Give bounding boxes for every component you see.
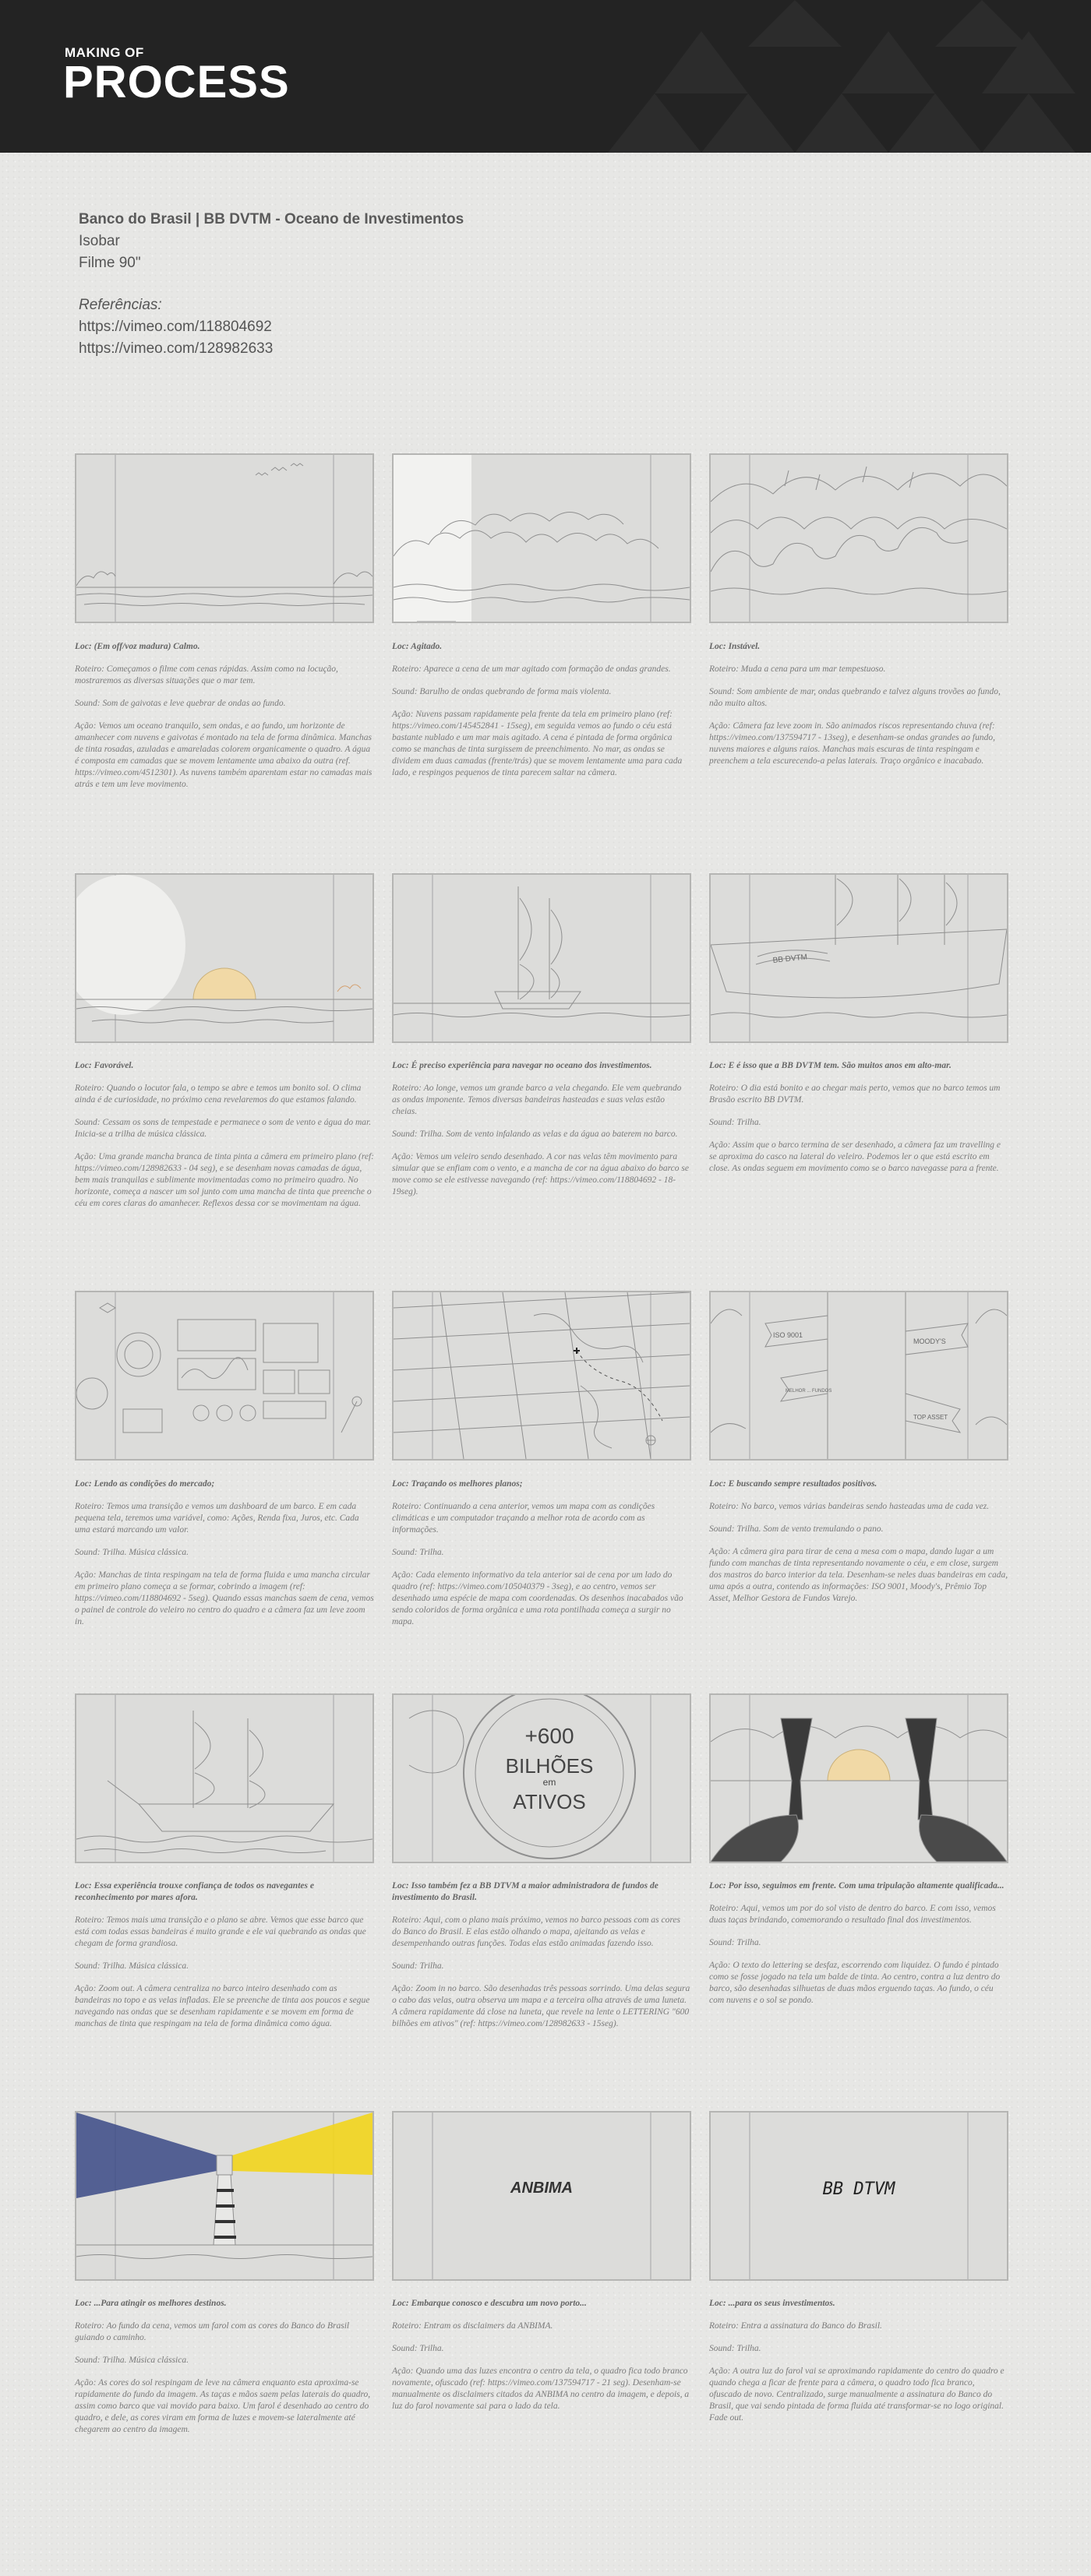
header-kicker: MAKING OF	[65, 45, 144, 60]
flag-moodys-label: MOODY'S	[913, 1337, 946, 1345]
storyboard-frame-calm	[75, 453, 374, 623]
lettering-600: +600	[524, 1724, 574, 1748]
storyboard-frame-unstable	[709, 453, 1008, 623]
storyboard-frame-favorable	[75, 873, 374, 1043]
frame-text-8: Loc: Traçando os melhores planos; Roteiro: Continuando a cena anterior, vemos um mapa com as condições climáticas e um computador traçando a melhor rota de acordo com as informações. Sound: Trilha. Ação: Cada elemento informativo da tela anterior sai de cena por um lado do quadro (ref: https://vimeo.com/105040379 - 3seg), e ao centro, vemos ser desenhado uma espécie de mapa com coordenadas. Os desenhos inacabados vão sendo coloridos de forma orgânica e uma rota pontilhada começa a surgir no mapa.	[392, 1479, 683, 1626]
storyboard-frame-lighthouse	[75, 2111, 374, 2281]
frame-text-1: Loc: (Em off/voz madura) Calmo. Roteiro: Começamos o filme com cenas rápidas. Assim como na locução, mostraremos as diversas situações que o mar tem. Sound: Som de gaivotas e leve quebrar de ondas ao fundo. Ação: Vemos um oceano tranquilo, sem ondas, e ao fundo, um horizonte de amanhecer com nuvens e gaivotas é montado na tela de forma dinâmica. Manchas de tinta rosadas, azuladas e amareladas colorem organicamente o quadro. A água é composta em camadas que se movem lentamente uma abaixo da outra (ref. https://vimeo.com/4512301). As nuvens também aparentam estar no camadas mais atrás e tem um leve movimento.	[75, 642, 372, 789]
frame-text-4: Loc: Favorável. Roteiro: Quando o locutor fala, o tempo se abre e temos um bonito sol. O clima ainda é de curiosidade, no próximo cena revelaremos do que estamos falando. Sound: Cessam os sons de tempestade e permanece o som de vento e água do mar. Inicia-se a trilha de música clássica. Ação: Uma grande mancha branca de tinta pinta a câmera em primeiro plano (ref: https://vimeo.com/128982633 - 04 seg), e se desenham novas camadas de água, bem mais tranquilas e sublimente movimentadas como no primeiro quadro. No horizonte, começa a nascer um sol junto com uma mancha de tinta que preenche o céu em cores claras do amanhecer. Reflexos dessa cor se movimentam na água.	[75, 1061, 375, 1208]
frame-text-2: Loc: Agitado. Roteiro: Aparece a cena de um mar agitado com formação de ondas grandes. Sound: Barulho de ondas quebrando de forma mais violenta. Ação: Nuvens passam rapidamente pela frente da tela em primeiro plano (ref: https://vimeo.com/145452841 - 15seg), em seguida vemos ao fundo o céu está bastante nublado e um mar mais agitado. A cena é pintada de forma orgânica como se manchas de tinta surgissem de preenchimento. No mar, as ondas se dividem em duas camadas (frente/trás) que se movem lentamente uma para cada lado, e respingos pequenos de tinta parecem saltar na câmera.	[392, 642, 683, 777]
storyboard-frame-map	[392, 1291, 691, 1461]
storyboard-frame-toast	[709, 1693, 1008, 1863]
storyboard-frame-sailboat	[392, 873, 691, 1043]
frame-text-13: Loc: ...Para atingir os melhores destinos. Roteiro: Ao fundo da cena, vemos um farol com as cores do Banco do Brasil guiando o caminho. Sound: Trilha. Música clássica. Ação: As cores do sol respingam de leve na câmera enquanto esta aproxima-se rapidamente do fundo da imagem. As taças e mãos saem pelas laterais do quadro, assim como barco que vai movido para baixo. Um farol é desenhado ao centro do quadro, e dele, as cores viram em forma de luzes e movem-se lateralmente até chegarem ao centro da imagem.	[75, 2299, 371, 2434]
project-info	[79, 209, 702, 360]
frame-text-5: Loc: É preciso experiência para navegar no oceano dos investimentos. Roteiro: Ao longe, vemos um grande barco a vela chegando. Ele vem quebrando as ondas imponente. Temos diversas bandeiras hasteadas e suas velas estão cheias. Sound: Trilha. Som de vento infalando as velas e da água ao baterem no barco. Ação: Vemos um veleiro sendo desenhado. A cor nas velas têm movimento para simular que se enfiam com o vento, e a mancha de cor na água abaixo do barco se move como se ele estivesse navegando (ref: https://vimeo.com/118804692 - 18-19seg).	[392, 1061, 689, 1196]
storyboard-frame-agitated	[392, 453, 691, 623]
agency-name: Isobar	[79, 233, 120, 249]
bb-dtvm-signature: BB DTVM	[822, 2180, 895, 2199]
reference-link[interactable]: https://vimeo.com/118804692	[79, 319, 272, 335]
reference-link[interactable]: https://vimeo.com/128982633	[79, 340, 274, 357]
storyboard-frame-flags	[709, 1291, 1008, 1461]
frame-text-3: Loc: Instável. Roteiro: Muda a cena para um mar tempestuoso. Sound: Som ambiente de mar, ondas quebrando e talvez alguns trovões ao fundo, não muito altos. Ação: Câmera faz leve zoom in. São animados riscos representando chuva (ref: https://vimeo.com/137594717 - 13seg), e desenham-se ondas grandes ao fundo, nuvens maiores e alguns raios. Manchas mais escuras de tinta respingam e preenchem a tela escurecendo-a pelas laterais. Traço orgânico e inacabado.	[709, 642, 1001, 766]
frame-text-15: Loc: ...para os seus investimentos. Roteiro: Entra a assinatura do Banco do Brasil. Sound: Trilha. Ação: A outra luz do farol vai se aproximando rapidamente do centro do quadro e quando chega a ficar de frente para a câmera, o quadro todo fica branco, ofuscado de novo. Centralizado, surge manualmente a assinatura do Banco do Brasil, que vai sendo pintada de forma fluida até transformar-se no logo original. Fade out.	[709, 2299, 1004, 2423]
header-title: PROCESS	[63, 57, 290, 107]
storyboard-frame-hull-closeup	[709, 873, 1008, 1043]
frame-text-14: Loc: Embarque conosco e descubra um novo porto... Roteiro: Entram os disclaimers da ANBIMA. Sound: Trilha. Ação: Quando uma das luzes encontra o centro da tela, o quadro fica todo branco novamente, ofuscado (ref: https://vimeo.com/137594717 - 21 seg). Desenham-se manualmente os disclaimers citados da ANBIMA no centro da imagem, e depois, a luz do farol novamente sai para o lado da tela.	[392, 2299, 690, 2411]
lettering-bilhoes: BILHÕES	[505, 1754, 594, 1778]
frame-text-12: Loc: Por isso, seguimos em frente. Com uma tripulação altamente qualificada... Roteiro: Aqui, vemos um por do sol visto de dentro do barco. E com isso, vemos duas taças brindando, comemorando o resultado final dos investimentos. Sound: Trilha. Ação: O texto do lettering se desfaz, escorrendo com liquidez. O fundo é pintado como se fosse jogado na tela um balde de tinta. Ao centro, contra a luz dentro do barco, são desenhadas silhuetas de duas mãos erguendo taças. Ao fundo, o céu com nuvens e o sol se pondo.	[709, 1881, 1004, 2005]
flag-iso-label: ISO 9001	[773, 1331, 803, 1339]
frame-text-7: Loc: Lendo as condições do mercado; Roteiro: Temos uma transição e vemos um dashboard de um barco. E em cada pequena tela, teremos uma variável, como: Ações, Renda fixa, Juros, etc. Cada uma estará marcando um valor. Sound: Trilha. Música clássica. Ação: Manchas de tinta respingam na tela de forma fluida e uma mancha circular em primeiro plano começa a se formar, cobrindo a imagem (ref: https://vimeo.com/118804692 - 5seg). Quando essas manchas saem de cena, vemos o painel de controle do veleiro no centro do quadro e a câmera faz um leve zoom in.	[75, 1479, 374, 1626]
frame-text-6: Loc: E é isso que a BB DVTM tem. São muitos anos em alto-mar. Roteiro: O dia está bonito e ao chegar mais perto, vemos que no barco temos um Brasão escrito BB DVTM. Sound: Trilha. Ação: Assim que o barco termina de ser desenhado, a câmera faz um travelling e se aproxima do casco na lateral do veleiro. Podemos ler o que está escrito em close. As ondas seguem em movimento como se o barco navegasse para a frente.	[709, 1061, 1001, 1173]
flag-melhor-label: MELHOR ... FUNDOS	[786, 1389, 832, 1394]
flag-top-asset-label: TOP ASSET	[913, 1414, 948, 1421]
film-duration: Filme 90"	[79, 255, 141, 271]
frame-text-11: Loc: Isso também fez a BB DTVM a maior administradora de fundos de investimento do Brasil. Roteiro: Aqui, com o plano mais próximo, vemos no barco pessoas com as cores do Banco do Brasil. E elas estão olhando o mapa, ajeitando as velas e desempenhando outras funções. Todas elas estão animadas fazendo isso. Sound: Trilha. Ação: Zoom in no barco. São desenhadas três pessoas sorrindo. Uma delas segura o cabo das velas, outra observa um mapa e a terceira olha através de uma luneta. A câmera rapidamente dá close na luneta, que revele na lente o LETTERING "600 bilhões em ativos" (ref: https://vimeo.com/128982633 - 15seg).	[392, 1881, 690, 2028]
storyboard-frame-telescope-lettering	[392, 1693, 691, 1863]
anbima-disclaimer-logo: ANBIMA	[510, 2180, 573, 2197]
frame-text-9: Loc: E buscando sempre resultados positivos. Roteiro: No barco, vemos várias bandeiras sendo hasteadas uma de cada vez. Sound: Trilha. Som de vento tremulando o pano. Ação: A câmera gira para tirar de cena a mesa com o mapa, dando lugar a um fundo com manchas de tinta representando novamente o céu, e em close, surgem dos mastros do barco interior da tela. Desenham-se neles duas bandeiras em cada, uma após a outra, contendo as informações: ISO 9001, Moody's, Prêmio Top Asset, Melhor Gestora de Fundos Varejo.	[709, 1479, 1008, 1603]
triangle-pattern	[608, 0, 1091, 153]
storyboard-frame-signature	[709, 2111, 1008, 2281]
lettering-em: em	[542, 1777, 556, 1788]
header-bar	[0, 0, 1091, 153]
project-title: Banco do Brasil | BB DVTM - Oceano de Investimentos	[79, 211, 464, 227]
lettering-ativos: ATIVOS	[513, 1790, 586, 1813]
storyboard-frame-anbima	[392, 2111, 691, 2281]
references-label: Referências:	[79, 297, 162, 313]
storyboard-frame-full-ship	[75, 1693, 374, 1863]
frame-text-10: Loc: Essa experiência trouxe confiança de todos os navegantes e reconhecimento por mares afora. Roteiro: Temos mais uma transição e o plano se abre. Vemos que esse barco que está com todas essas bandeiras é muito grande e ele vai quebrando as ondas que chegam de forma grandiosa. Sound: Trilha. Música clássica. Ação: Zoom out. A câmera centraliza no barco inteiro desenhado com as bandeiras no topo e as velas infladas. Ele se preenche de tinta aos poucos e segue navegando nas ondas que se desenham rapidamente e se movem em forma de manchas de tinta que respingam na tela de forma dinâmica como água.	[75, 1881, 370, 2028]
ship-name-lettering: BB DVTM	[772, 953, 808, 965]
storyboard-frame-dashboard	[75, 1291, 374, 1461]
